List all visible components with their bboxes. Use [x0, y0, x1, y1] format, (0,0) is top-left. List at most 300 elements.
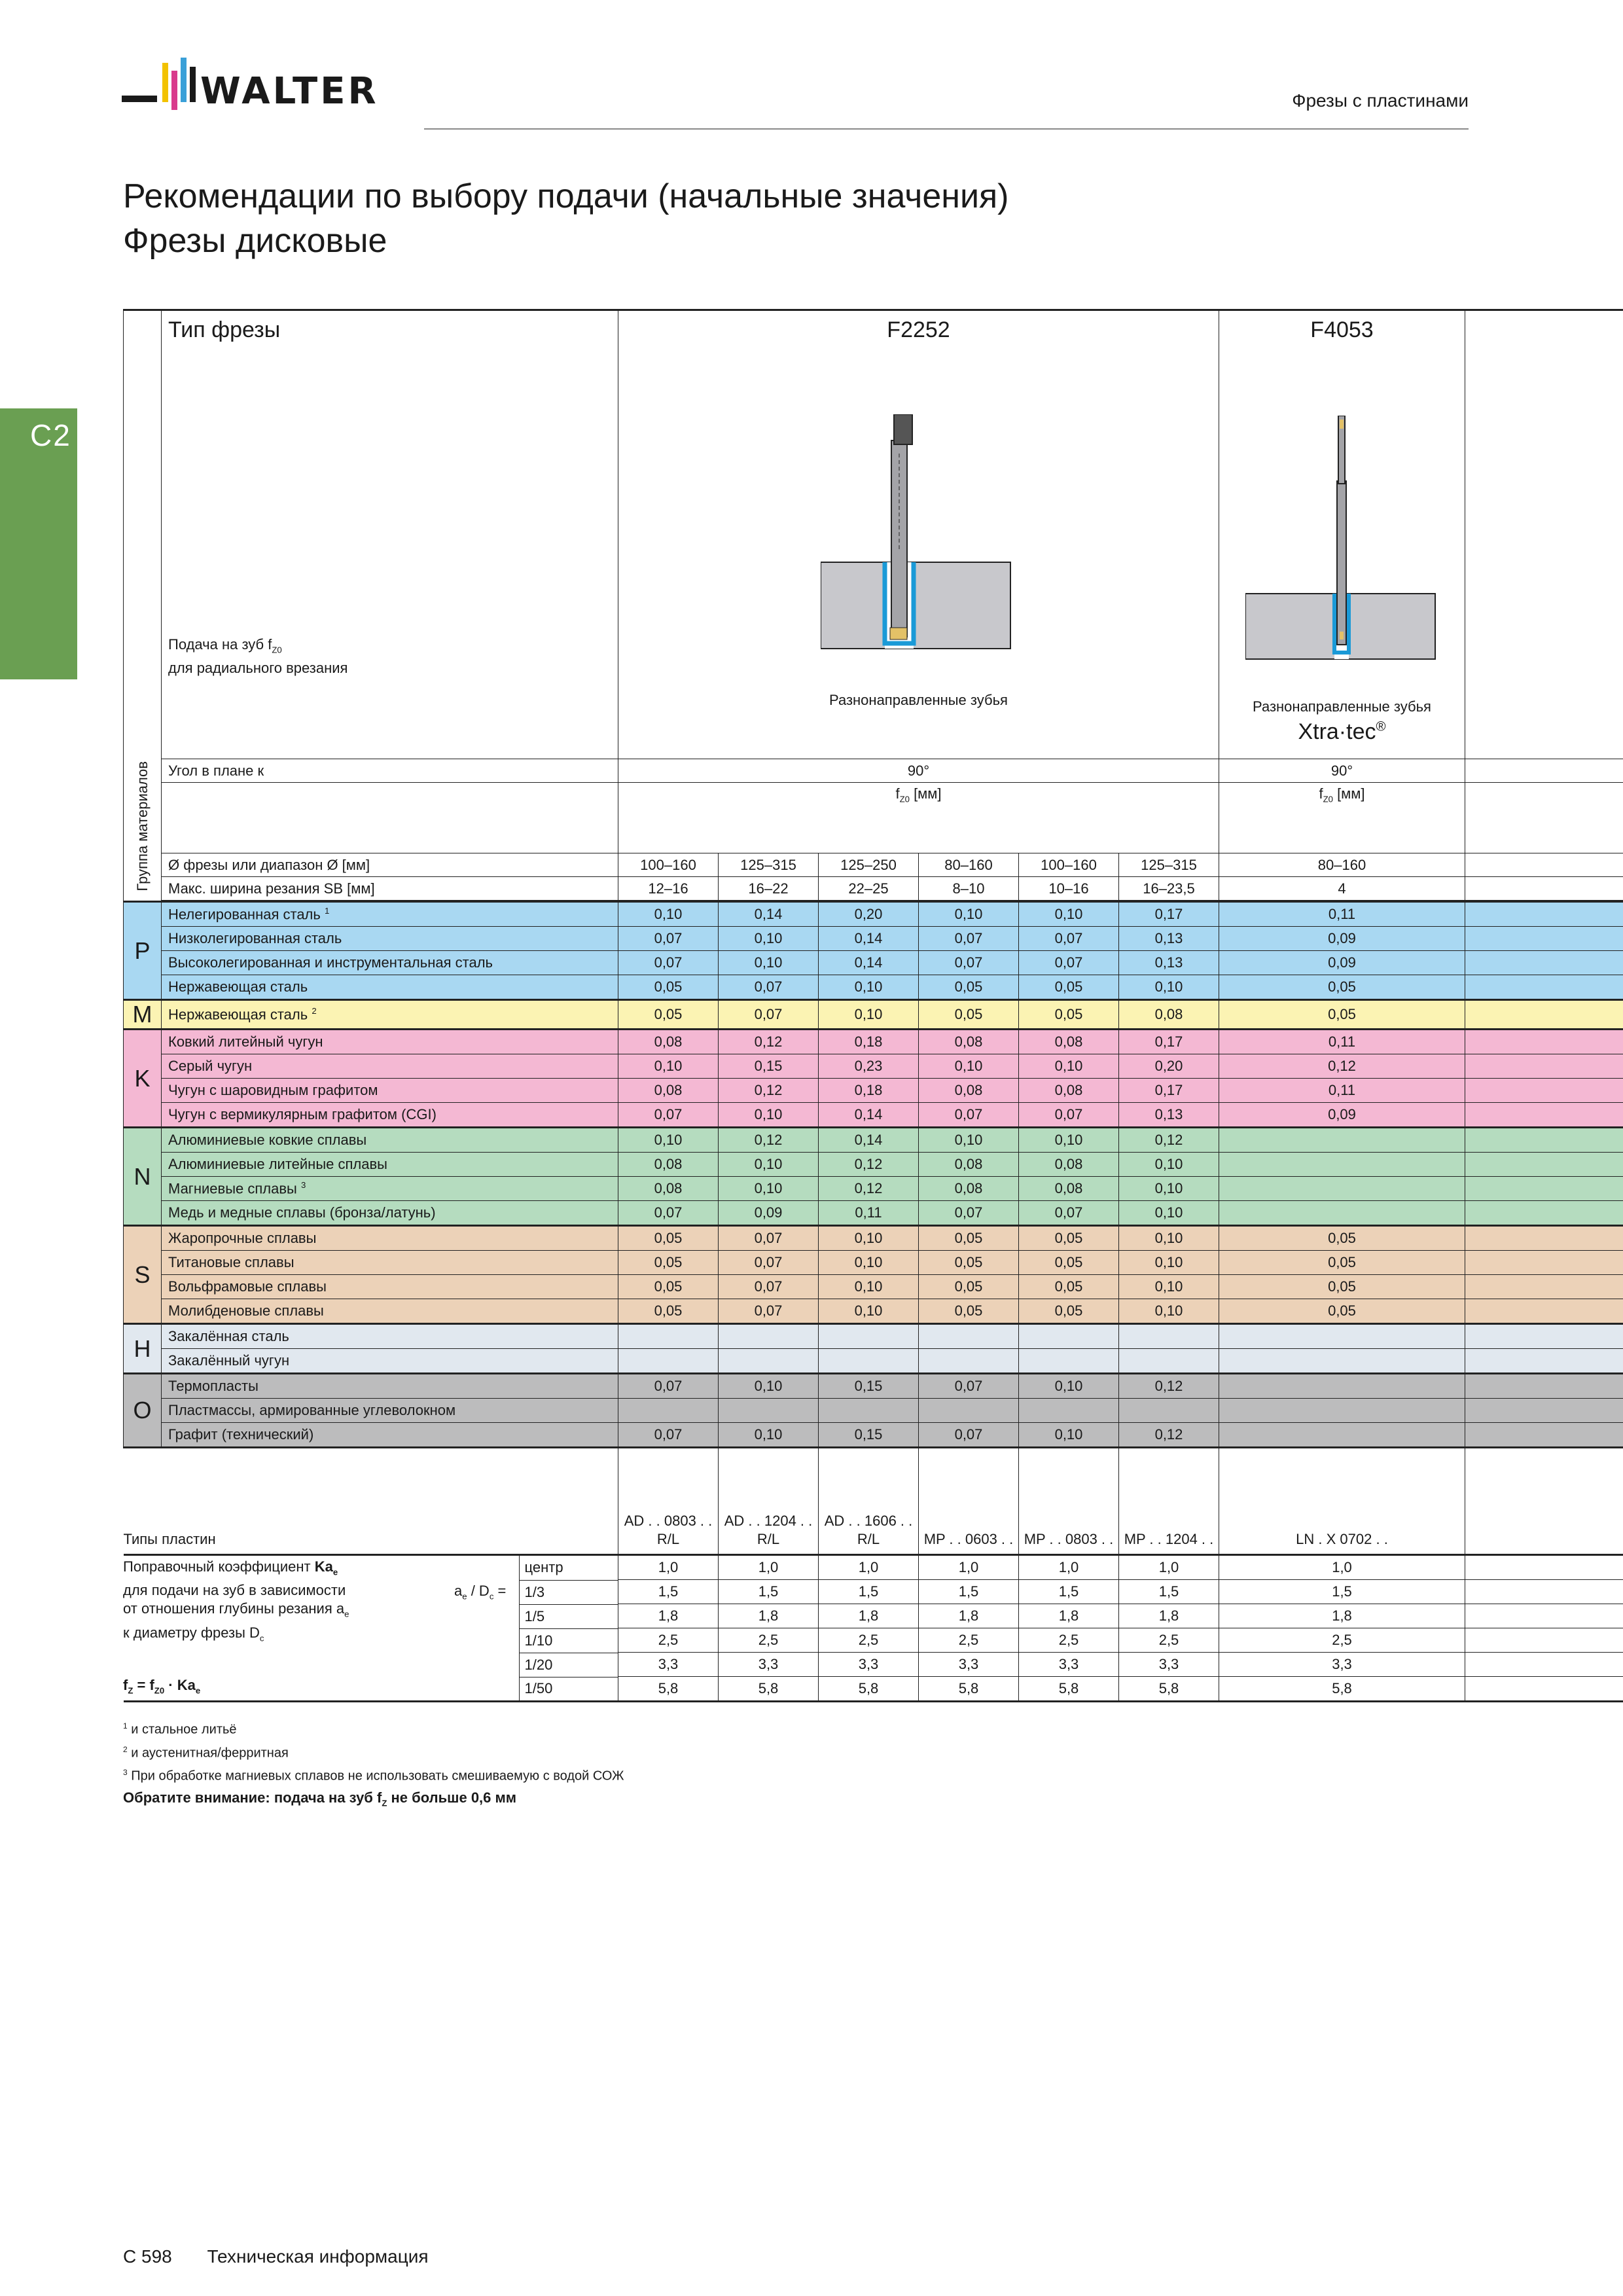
- feed-value: [1219, 1201, 1465, 1226]
- diameter-label: Ø фрезы или диапазон Ø [мм]: [162, 853, 618, 877]
- feed-value: 0,10: [1119, 975, 1219, 1000]
- correction-value: 1,5: [618, 1580, 719, 1604]
- feed-value: 0,10: [819, 1226, 919, 1251]
- correction-value: 1,0: [919, 1555, 1019, 1580]
- feed-value: 0,12: [719, 1030, 819, 1054]
- formula: $f_Z = f_{Z0} \cdot Ka_e$: [123, 1677, 201, 1696]
- correction-value: 1,5: [1019, 1580, 1119, 1604]
- feed-value: 0,05: [618, 1251, 719, 1275]
- diameter-value: 125–315: [719, 853, 819, 877]
- correction-value: 3,3: [618, 1653, 719, 1677]
- diameter-value: 125–250: [819, 853, 919, 877]
- feed-value: [719, 1349, 819, 1374]
- feed-value: 0,07: [1019, 1103, 1119, 1128]
- feed-value: 0,05: [1219, 975, 1465, 1000]
- correction-value: 2,5: [1219, 1628, 1465, 1653]
- ratio-value: 1/3: [519, 1580, 618, 1604]
- feed-value: 0,10: [618, 902, 719, 927]
- tool-f4053-caption: Разнонаправленные зубья: [1253, 698, 1431, 715]
- material-group-code: P: [124, 902, 162, 1000]
- feed-value: [1219, 1423, 1465, 1448]
- material-name: Чугун с шаровидным графитом: [162, 1079, 618, 1103]
- f4053-cutter-image: [1245, 416, 1442, 664]
- feed-value: 0,07: [919, 1201, 1019, 1226]
- brand-text: WALTER: [200, 70, 379, 113]
- feed-value: 0,05: [919, 1226, 1019, 1251]
- material-name: Магниевые сплавы $^3$: [162, 1177, 618, 1201]
- feed-value: 0,10: [1119, 1226, 1219, 1251]
- feed-value: 0,11: [819, 1201, 919, 1226]
- correction-value: 3,3: [919, 1653, 1019, 1677]
- insert-type: AD . . 1204 . . R/L: [719, 1448, 819, 1555]
- correction-value: 2,5: [1119, 1628, 1219, 1653]
- feed-value: 0,08: [1019, 1079, 1119, 1103]
- feed-value: 0,05: [618, 1299, 719, 1324]
- feed-value: 0,08: [919, 1030, 1019, 1054]
- material-name: Жаропрочные сплавы: [162, 1226, 618, 1251]
- feed-value: 0,10: [919, 1128, 1019, 1153]
- feed-value: 0,20: [819, 902, 919, 927]
- feed-value: [1019, 1349, 1119, 1374]
- unit-row: [124, 783, 1623, 853]
- insert-type: AD . . 1606 . . R/L: [819, 1448, 919, 1555]
- feed-value: 0,08: [618, 1153, 719, 1177]
- feed-value: 0,07: [618, 927, 719, 951]
- feed-value: 0,07: [1019, 951, 1119, 975]
- footnotes: [123, 1716, 624, 1786]
- feed-value: 0,10: [719, 1423, 819, 1448]
- angle-f4053: 90°: [1219, 759, 1465, 783]
- feed-value: 0,11: [1219, 1030, 1465, 1054]
- diameter-value: 100–160: [1019, 853, 1119, 877]
- material-name: Медь и медные сплавы (бронза/латунь): [162, 1201, 618, 1226]
- feed-value: 0,10: [719, 927, 819, 951]
- feed-value: 0,07: [618, 1201, 719, 1226]
- feed-value: [1119, 1399, 1219, 1423]
- page-number: C 598: [123, 2246, 172, 2267]
- material-row: [124, 927, 1623, 951]
- correction-value: 5,8: [1019, 1677, 1119, 1702]
- feed-value: 0,12: [819, 1177, 919, 1201]
- feed-value: 0,10: [1019, 1374, 1119, 1399]
- tool-f2252-header: [618, 310, 1219, 759]
- material-name: Высоколегированная и инструментальная сталь: [162, 951, 618, 975]
- correction-value: 3,3: [1219, 1653, 1465, 1677]
- correction-value: 1,0: [618, 1555, 719, 1580]
- feed-value: 0,10: [618, 1054, 719, 1079]
- material-group-code: H: [124, 1324, 162, 1374]
- correction-value: 5,8: [618, 1677, 719, 1702]
- feed-value: 0,05: [919, 975, 1019, 1000]
- feed-value: [919, 1349, 1019, 1374]
- feed-value: 0,08: [919, 1177, 1019, 1201]
- correction-value: 1,5: [819, 1580, 919, 1604]
- material-group-code: M: [124, 1000, 162, 1030]
- material-row: [124, 1349, 1623, 1374]
- diameter-row: [124, 853, 1623, 877]
- feed-value: [1219, 1153, 1465, 1177]
- feed-value: 0,20: [1119, 1054, 1219, 1079]
- feed-value: 0,10: [1119, 1299, 1219, 1324]
- ratio-value: 1/5: [519, 1604, 618, 1628]
- feed-value: [1019, 1324, 1119, 1349]
- footnote-2: $^2$ и аустенитная/ферритная: [123, 1744, 289, 1761]
- material-row: [124, 1251, 1623, 1275]
- feed-value: 0,14: [819, 927, 919, 951]
- feed-value: 0,05: [618, 1000, 719, 1030]
- tool-f4053-header: [1219, 310, 1465, 759]
- feed-value: 0,10: [919, 902, 1019, 927]
- correction-text: Поправочный коэффициент $Ka_e$ для подачи на зуб в зависимости от отношения глубины резания $a_e$ к диаметру фрезы $D_c$: [123, 1558, 349, 1643]
- feed-value: 0,09: [719, 1201, 819, 1226]
- feed-value: 0,14: [819, 951, 919, 975]
- xtra-tec-logo: Xtra·tec®: [1298, 719, 1386, 744]
- feed-value: 0,10: [618, 1128, 719, 1153]
- diameter-value: 100–160: [618, 853, 719, 877]
- feed-value: 0,07: [719, 1275, 819, 1299]
- material-name: Молибденовые сплавы: [162, 1299, 618, 1324]
- feed-value: 0,11: [1219, 1079, 1465, 1103]
- feed-value: 0,13: [1119, 951, 1219, 975]
- feed-value: 0,10: [719, 1177, 819, 1201]
- material-row: [124, 951, 1623, 975]
- feed-value: 0,05: [1019, 1226, 1119, 1251]
- feed-value: [1119, 1324, 1219, 1349]
- tool-type-label: Тип фрезы: [168, 317, 281, 342]
- feed-value: 0,05: [618, 1275, 719, 1299]
- feed-value: 0,05: [1219, 1000, 1465, 1030]
- material-name: Закалённый чугун: [162, 1349, 618, 1374]
- feed-value: [1219, 1374, 1465, 1399]
- feed-value: 0,05: [1219, 1226, 1465, 1251]
- tool-f4053-name: F4053: [1310, 317, 1374, 342]
- correction-value: 2,5: [719, 1628, 819, 1653]
- unit-f2252: $f_{Z0}$ [мм]: [618, 783, 1219, 853]
- material-row: [124, 1374, 1623, 1399]
- material-row: [124, 902, 1623, 927]
- feed-value: 0,23: [819, 1054, 919, 1079]
- correction-row: [124, 1677, 1623, 1702]
- feed-value: 0,07: [919, 1374, 1019, 1399]
- feed-value: 0,10: [1019, 902, 1119, 927]
- feed-value: 0,07: [618, 951, 719, 975]
- group-label: Группа материалов: [134, 761, 151, 891]
- feed-value: 0,12: [1119, 1374, 1219, 1399]
- width-value: 8–10: [919, 877, 1019, 901]
- tool-type-cell: [162, 310, 618, 759]
- feed-value: [1219, 1128, 1465, 1153]
- material-row: [124, 1226, 1623, 1251]
- feed-value: [1219, 1349, 1465, 1374]
- material-group-code: S: [124, 1226, 162, 1324]
- feed-value: 0,08: [1119, 1000, 1219, 1030]
- feed-value: [1219, 1324, 1465, 1349]
- feed-value: 0,07: [919, 1423, 1019, 1448]
- feed-value: 0,08: [618, 1079, 719, 1103]
- blank-header: [1465, 310, 1623, 759]
- material-row: [124, 1103, 1623, 1128]
- feed-value: 0,07: [1019, 1201, 1119, 1226]
- feed-value: 0,05: [1019, 1299, 1119, 1324]
- feed-value: [819, 1399, 919, 1423]
- feed-value: 0,10: [719, 1374, 819, 1399]
- feed-value: 0,10: [719, 1103, 819, 1128]
- feed-value: 0,07: [618, 1423, 719, 1448]
- feed-value: 0,09: [1219, 951, 1465, 975]
- correction-value: 3,3: [1019, 1653, 1119, 1677]
- angle-f2252: 90°: [618, 759, 1219, 783]
- width-value: 10–16: [1019, 877, 1119, 901]
- page-title: [123, 174, 1009, 263]
- correction-value: 2,5: [819, 1628, 919, 1653]
- feed-value: 0,08: [618, 1177, 719, 1201]
- feed-value: [719, 1399, 819, 1423]
- insert-type: LN . X 0702 . .: [1219, 1448, 1465, 1555]
- feed-value: 0,07: [919, 951, 1019, 975]
- page-footer: [123, 2246, 429, 2267]
- feed-value: [1219, 1177, 1465, 1201]
- footer-title: Техническая информация: [207, 2246, 429, 2267]
- feed-value: 0,10: [1119, 1201, 1219, 1226]
- feed-value: 0,10: [819, 1000, 919, 1030]
- feed-value: 0,05: [618, 975, 719, 1000]
- material-name: Титановые сплавы: [162, 1251, 618, 1275]
- correction-value: 1,0: [719, 1555, 819, 1580]
- feed-value: 0,10: [719, 1153, 819, 1177]
- feed-value: 0,14: [719, 902, 819, 927]
- feed-value: 0,08: [919, 1079, 1019, 1103]
- feed-value: 0,05: [1219, 1299, 1465, 1324]
- feed-value: 0,10: [1119, 1275, 1219, 1299]
- feed-value: [1019, 1399, 1119, 1423]
- footnote-3: $^3$ При обработке магниевых сплавов не использовать смешиваемую с водой СОЖ: [123, 1768, 624, 1784]
- feed-value: 0,09: [1219, 1103, 1465, 1128]
- footnote-1: $^1$ и стальное литьё: [123, 1721, 237, 1737]
- ratio-value: центр: [519, 1556, 618, 1580]
- feed-value: 0,12: [819, 1153, 919, 1177]
- feed-value: 0,13: [1119, 1103, 1219, 1128]
- correction-value: 1,8: [919, 1604, 1019, 1628]
- correction-value: 5,8: [719, 1677, 819, 1702]
- insert-type: MP . . 0603 . .: [919, 1448, 1019, 1555]
- ratio-value: 1/50: [519, 1677, 618, 1701]
- feed-value: 0,08: [1019, 1177, 1119, 1201]
- title-line-1: Рекомендации по выбору подачи (начальные значения): [123, 177, 1009, 215]
- width-value: 22–25: [819, 877, 919, 901]
- material-name: Термопласты: [162, 1374, 618, 1399]
- material-name: Нелегированная сталь $^1$: [162, 902, 618, 927]
- material-row: [124, 1423, 1623, 1448]
- feed-value: 0,09: [1219, 927, 1465, 951]
- feed-value: 0,05: [919, 1275, 1019, 1299]
- material-name: Графит (технический): [162, 1423, 618, 1448]
- correction-value: 1,8: [819, 1604, 919, 1628]
- chapter-tab: [0, 408, 77, 679]
- material-row: [124, 1275, 1623, 1299]
- insert-type: MP . . 1204 . .: [1119, 1448, 1219, 1555]
- feed-value: 0,18: [819, 1030, 919, 1054]
- material-name: Чугун с вермикулярным графитом (CGI): [162, 1103, 618, 1128]
- feed-value: 0,07: [618, 1103, 719, 1128]
- feed-value: 0,15: [819, 1423, 919, 1448]
- correction-value: 1,8: [1119, 1604, 1219, 1628]
- feed-value: 0,05: [1019, 1251, 1119, 1275]
- width-value: 12–16: [618, 877, 719, 901]
- width-value: 16–22: [719, 877, 819, 901]
- feed-value: [1119, 1349, 1219, 1374]
- width-value: 4: [1219, 877, 1465, 901]
- correction-value: 1,8: [1219, 1604, 1465, 1628]
- header-divider: [424, 128, 1469, 130]
- notice: Обратите внимание: подача на зуб $f_Z$ не больше 0,6 мм: [123, 1789, 517, 1808]
- feed-value: 0,05: [1219, 1251, 1465, 1275]
- material-name: Пластмассы, армированные углеволокном: [162, 1399, 618, 1423]
- feed-value: 0,14: [819, 1128, 919, 1153]
- chapter-tab-label: C2: [30, 418, 71, 452]
- material-group-code: N: [124, 1128, 162, 1226]
- feed-value: 0,12: [719, 1128, 819, 1153]
- feed-value: 0,12: [1219, 1054, 1465, 1079]
- feed-value: 0,11: [1219, 902, 1465, 927]
- correction-value: 1,0: [819, 1555, 919, 1580]
- material-row: [124, 1153, 1623, 1177]
- walter-logo: [122, 58, 397, 131]
- feed-value: 0,10: [1119, 1177, 1219, 1201]
- material-row: [124, 1000, 1623, 1030]
- feed-value: [618, 1349, 719, 1374]
- f2252-cutter-image: [821, 414, 1017, 663]
- tool-f2252-caption: Разнонаправленные зубья: [829, 692, 1008, 708]
- tool-f2252-name: F2252: [887, 317, 950, 342]
- feed-value: 0,05: [919, 1000, 1019, 1030]
- diameter-value: 80–160: [919, 853, 1019, 877]
- angle-row: [124, 759, 1623, 783]
- insert-label: Типы пластин: [124, 1448, 618, 1555]
- correction-value: 5,8: [1119, 1677, 1219, 1702]
- feed-value: 0,08: [1019, 1030, 1119, 1054]
- correction-value: 1,8: [1019, 1604, 1119, 1628]
- feed-value: [819, 1324, 919, 1349]
- feed-value: 0,15: [819, 1374, 919, 1399]
- material-name: Низколегированная сталь: [162, 927, 618, 951]
- feed-value: 0,15: [719, 1054, 819, 1079]
- feed-value: 0,05: [1019, 1000, 1119, 1030]
- material-name: Алюминиевые литейные сплавы: [162, 1153, 618, 1177]
- insert-type: MP . . 0803 . .: [1019, 1448, 1119, 1555]
- feed-value: 0,07: [919, 927, 1019, 951]
- feed-value: 0,05: [618, 1226, 719, 1251]
- feed-value: [618, 1399, 719, 1423]
- ratio-label: $a_e / D_c$ =: [454, 1583, 507, 1602]
- insert-type: AD . . 0803 . . R/L: [618, 1448, 719, 1555]
- ratio-value: 1/20: [519, 1653, 618, 1677]
- feed-value: 0,07: [719, 1299, 819, 1324]
- feed-value: 0,05: [1219, 1275, 1465, 1299]
- feed-value: 0,17: [1119, 1079, 1219, 1103]
- correction-value: 1,8: [719, 1604, 819, 1628]
- material-row: [124, 1030, 1623, 1054]
- material-name: Вольфрамовые сплавы: [162, 1275, 618, 1299]
- feed-value: 0,07: [719, 1000, 819, 1030]
- feed-value: 0,12: [1119, 1128, 1219, 1153]
- feed-value: 0,10: [819, 975, 919, 1000]
- title-line-2: Фрезы дисковые: [123, 222, 387, 260]
- angle-label: Угол в плане к: [162, 759, 618, 783]
- feed-value: 0,08: [919, 1153, 1019, 1177]
- material-group-code: K: [124, 1030, 162, 1128]
- feed-value: 0,12: [719, 1079, 819, 1103]
- width-row: [124, 877, 1623, 901]
- correction-row: [124, 1653, 1623, 1677]
- feed-value: 0,05: [1019, 975, 1119, 1000]
- insert-row: [124, 1448, 1623, 1555]
- feed-label: Подача на зуб $f_{Z0}$ для радиального врезания: [168, 636, 348, 677]
- feed-value: 0,10: [1019, 1423, 1119, 1448]
- feed-value: 0,08: [1019, 1153, 1119, 1177]
- feed-value: 0,10: [1019, 1054, 1119, 1079]
- correction-value: 1,8: [618, 1604, 719, 1628]
- material-row: [124, 1177, 1623, 1201]
- section-title: Фрезы с пластинами: [1292, 90, 1469, 111]
- correction-value: 3,3: [719, 1653, 819, 1677]
- feed-value: [819, 1349, 919, 1374]
- feed-value: 0,10: [819, 1251, 919, 1275]
- correction-value: 1,5: [919, 1580, 1019, 1604]
- material-row: [124, 975, 1623, 1000]
- feed-value: 0,10: [1119, 1251, 1219, 1275]
- feed-value: 0,05: [919, 1299, 1019, 1324]
- correction-value: 2,5: [618, 1628, 719, 1653]
- material-row: [124, 1299, 1623, 1324]
- feed-value: 0,07: [1019, 927, 1119, 951]
- tool-header-row: [124, 310, 1623, 759]
- feed-value: [1219, 1399, 1465, 1423]
- feed-value: [618, 1324, 719, 1349]
- correction-value: 1,5: [1219, 1580, 1465, 1604]
- feed-value: 0,07: [618, 1374, 719, 1399]
- feed-value: 0,07: [719, 975, 819, 1000]
- correction-value: 2,5: [919, 1628, 1019, 1653]
- correction-value: 5,8: [819, 1677, 919, 1702]
- correction-value: 1,0: [1119, 1555, 1219, 1580]
- material-name: Серый чугун: [162, 1054, 618, 1079]
- feed-value: 0,10: [719, 951, 819, 975]
- feed-value: 0,10: [1119, 1153, 1219, 1177]
- feed-value: 0,07: [719, 1226, 819, 1251]
- feed-value: 0,05: [919, 1251, 1019, 1275]
- feed-table: [123, 309, 1623, 1702]
- width-label: Макс. ширина резания SB [мм]: [162, 877, 618, 901]
- feed-value: 0,05: [1019, 1275, 1119, 1299]
- feed-value: 0,10: [919, 1054, 1019, 1079]
- feed-value: 0,17: [1119, 902, 1219, 927]
- material-rows: [124, 902, 1623, 1448]
- diameter-value: 80–160: [1219, 853, 1465, 877]
- feed-value: 0,18: [819, 1079, 919, 1103]
- correction-value: 3,3: [1119, 1653, 1219, 1677]
- feed-value: 0,10: [819, 1275, 919, 1299]
- material-name: Алюминиевые ковкие сплавы: [162, 1128, 618, 1153]
- correction-value: 1,5: [719, 1580, 819, 1604]
- material-row: [124, 1079, 1623, 1103]
- correction-value: 1,5: [1119, 1580, 1219, 1604]
- correction-value: 5,8: [919, 1677, 1019, 1702]
- correction-value: 1,0: [1219, 1555, 1465, 1580]
- feed-value: 0,10: [1019, 1128, 1119, 1153]
- feed-value: 0,08: [618, 1030, 719, 1054]
- feed-value: 0,12: [1119, 1423, 1219, 1448]
- feed-value: [719, 1324, 819, 1349]
